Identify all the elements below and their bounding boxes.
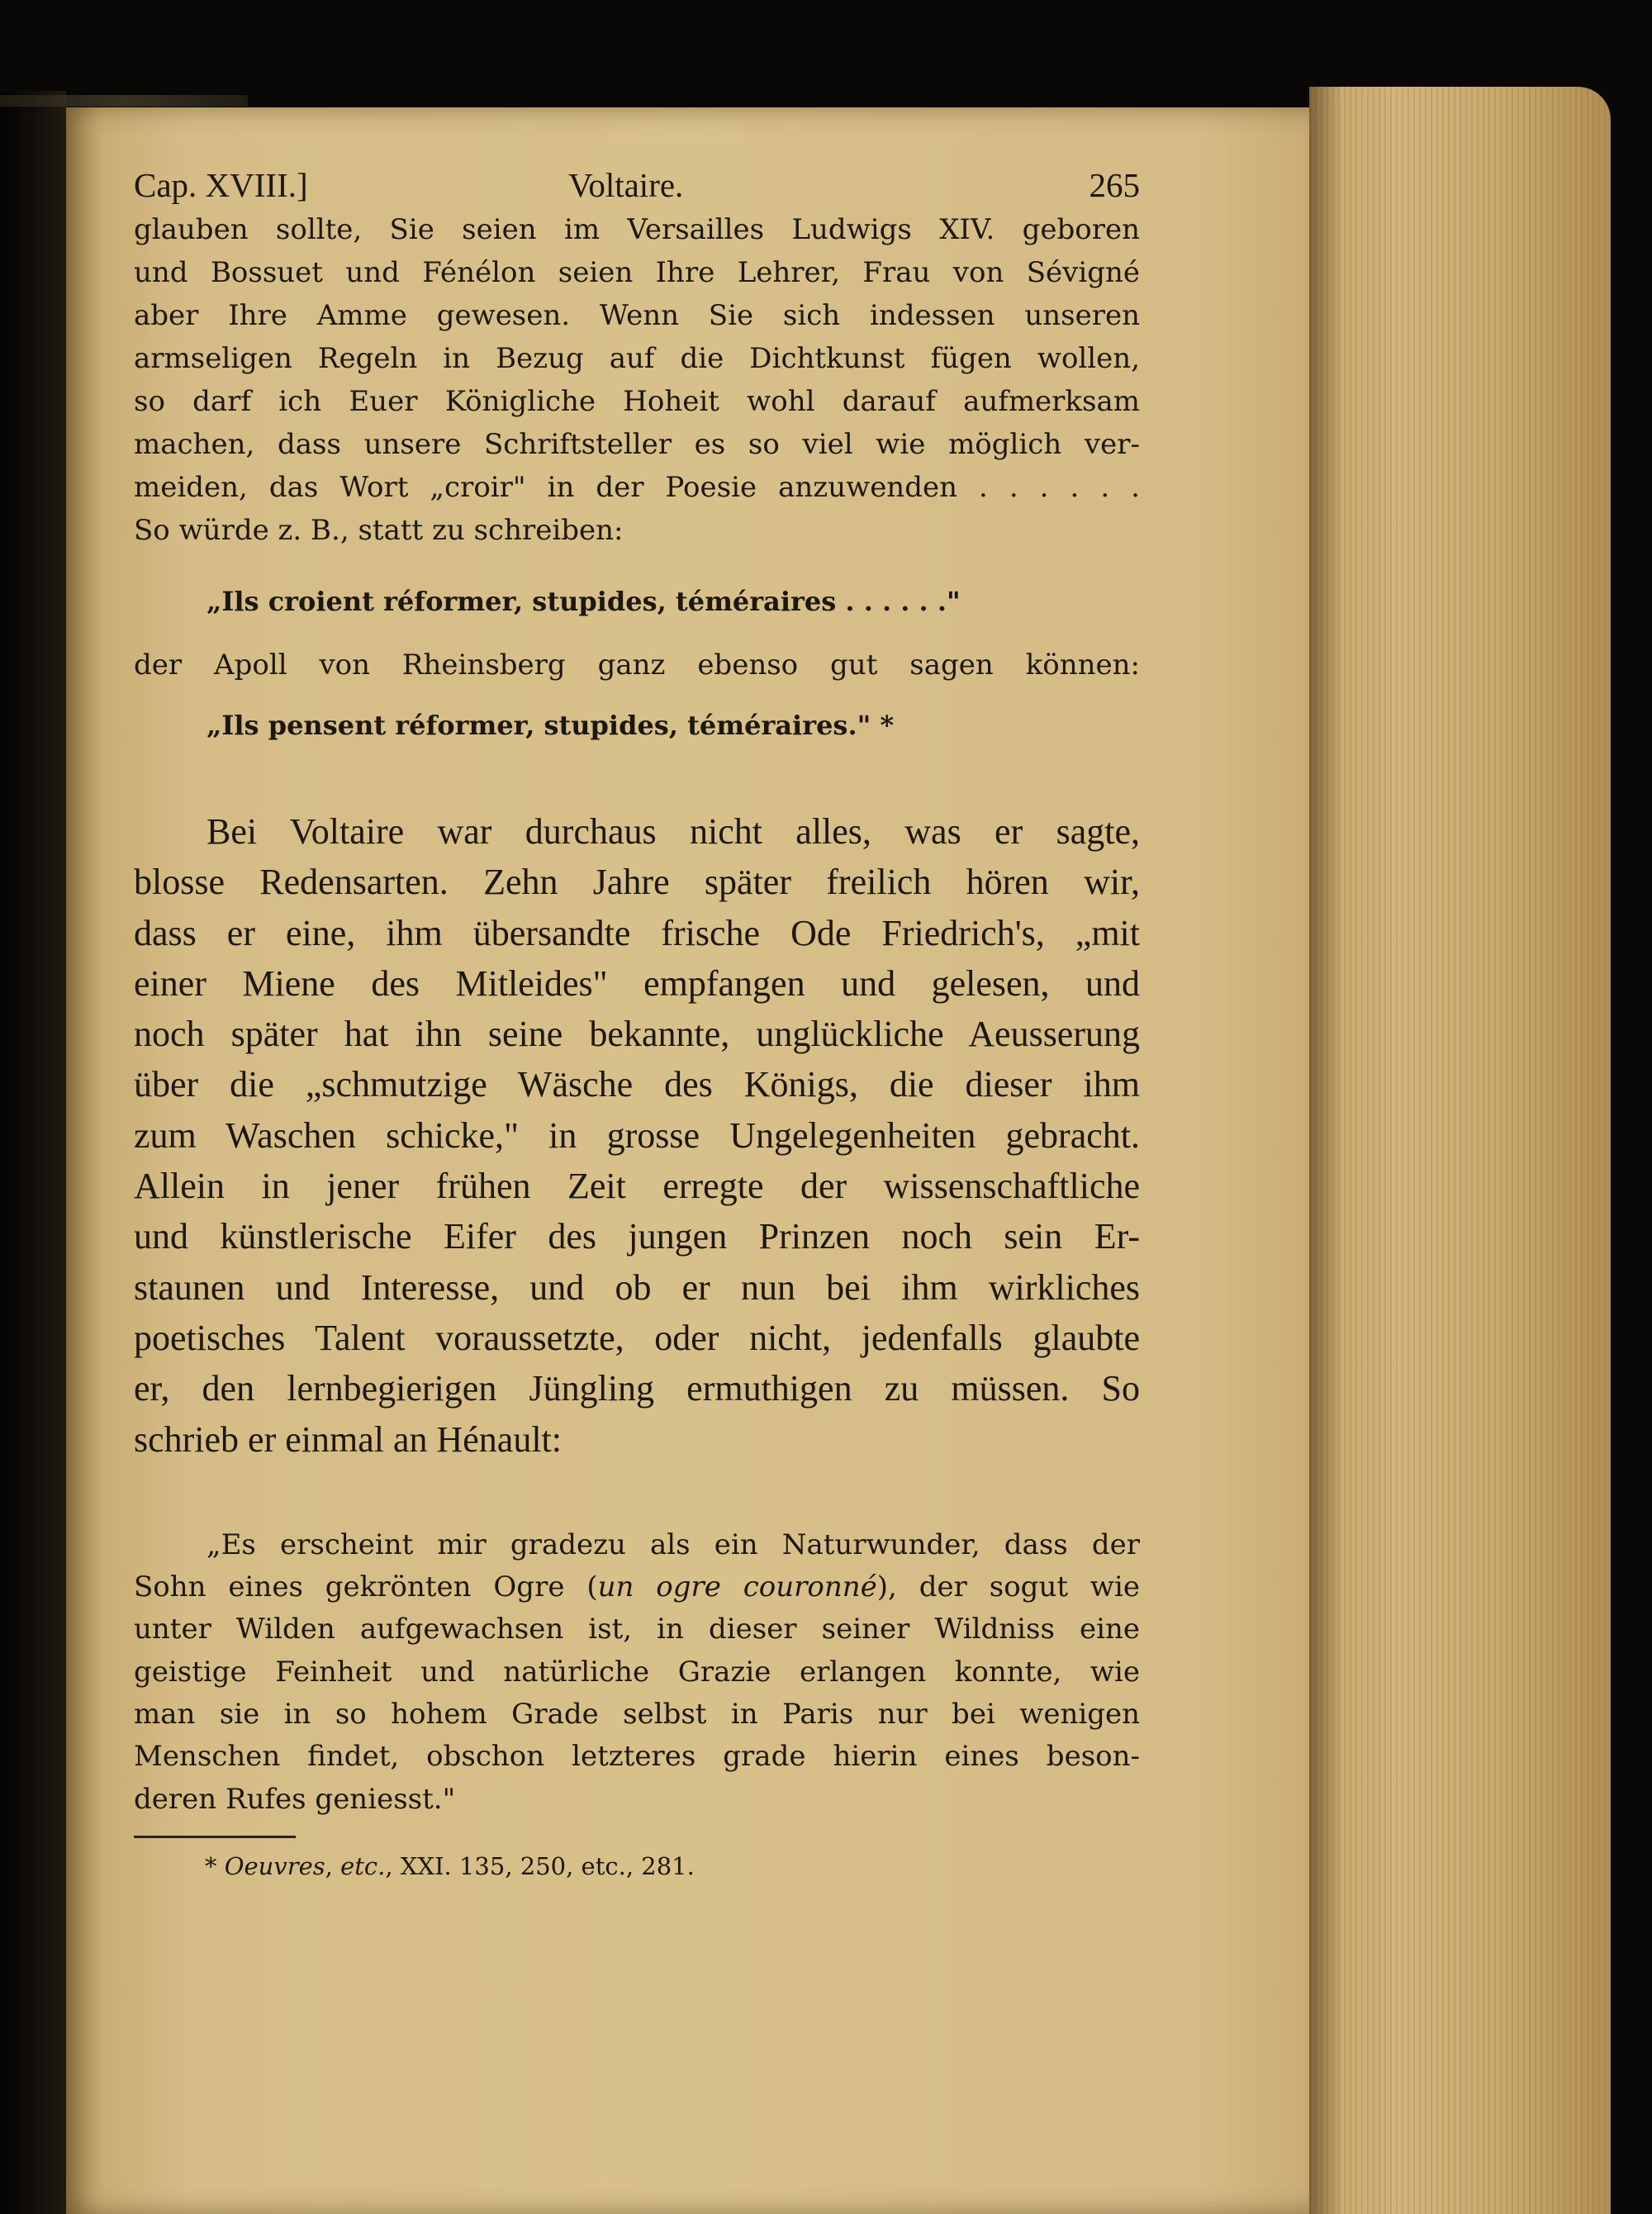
text-line: dass er eine, ihm übersandte frische Ode Friedrich's, „mit: [134, 912, 1140, 953]
footnote-marker: *: [205, 1851, 217, 1880]
text-segment: Sohn eines gekrönten Ogre (: [134, 1570, 598, 1604]
text-line: zum Waschen schicke," in grosse Ungelegenheiten gebracht.: [134, 1114, 1140, 1156]
text-line: glauben sollte, Sie seien im Versailles Ludwigs XIV. geboren: [134, 213, 1140, 246]
text-line: [134, 1566, 1140, 1608]
text-line: und Bossuet und Fénélon seien Ihre Lehrer, Frau von Sévigné: [134, 256, 1140, 289]
text-line: staunen und Interesse, und ob er nun bei ihm wirkliches: [134, 1266, 1140, 1308]
italic-phrase: un ogre couronné: [597, 1570, 877, 1604]
text-line: So würde z. B., statt zu schreiben:: [134, 514, 624, 547]
text-line: unter Wilden aufgewachsen ist, in dieser seiner Wildniss eine: [134, 1613, 1140, 1646]
text-line: machen, dass unsere Schriftsteller es so viel wie möglich ver-: [134, 428, 1140, 461]
text-line: blosse Redensarten. Zehn Jahre später freilich hören wir,: [134, 862, 1140, 903]
book-cover-left: [0, 91, 66, 2214]
text-line: meiden, das Wort „croir" in der Poesie anzuwenden . . . . . .: [134, 471, 1140, 504]
text-line: geistige Feinheit und natürliche Grazie erlangen konnte, wie: [134, 1655, 1140, 1689]
quote-pensent: „Ils pensent réformer, stupides, téméraires." *: [206, 710, 895, 741]
text-line: deren Rufes geniesst.": [134, 1782, 456, 1816]
text-line: und künstlerische Eifer des jungen Prinzen noch sein Er-: [134, 1216, 1140, 1257]
text-line: noch später hat ihn seine bekannte, unglückliche Aeusserung: [134, 1014, 1140, 1055]
background-right: [1611, 0, 1652, 2214]
running-head: [134, 165, 1140, 207]
text-line: Allein in jener frühen Zeit erregte der wissenschaftliche: [134, 1166, 1140, 1207]
cover-edge: [0, 95, 248, 107]
text-line: armseligen Regeln in Bezug auf die Dichtkunst fügen wollen,: [134, 342, 1140, 375]
chapter-label: Cap. XVIII.]: [134, 166, 308, 204]
text-line: aber Ihre Amme gewesen. Wenn Sie sich indessen unseren: [134, 299, 1140, 332]
paragraph-2: [134, 806, 1140, 1465]
text-line: Bei Voltaire war durchaus nicht alles, was er sagte,: [206, 811, 1140, 852]
footnote: * Oeuvres, etc., XXI. 135, 250, etc., 281.: [205, 1851, 695, 1880]
text-line: einer Miene des Mitleides" empfangen und gelesen, und: [134, 962, 1140, 1004]
henault-letter-quote: [134, 1524, 1140, 1821]
text-segment: ), der sogut wie: [876, 1570, 1140, 1604]
paragraph-1: [134, 208, 1140, 552]
running-title: Voltaire.: [568, 166, 684, 204]
footnote-rule: [134, 1836, 296, 1838]
text-line: er, den lernbegierigen Jüngling ermuthigen zu müssen. So: [134, 1368, 1140, 1409]
text-line: über die „schmutzige Wäsche des Königs, die dieser ihm: [134, 1064, 1140, 1105]
text-line: Menschen findet, obschon letzteres grade hierin eines beson-: [134, 1740, 1140, 1774]
text-line: so darf ich Euer Königliche Hoheit wohl darauf aufmerksam: [134, 385, 1140, 418]
text-line: man sie in so hohem Grade selbst in Paris nur bei wenigen: [134, 1698, 1140, 1732]
footnote-work: Oeuvres: [224, 1851, 325, 1880]
footnote-etc: etc.: [340, 1851, 386, 1880]
gutter-shadow: [1309, 87, 1342, 2214]
text-line: „Es erscheint mir gradezu als ein Naturwunder, dass der: [206, 1527, 1140, 1561]
apoll-line: [134, 646, 1140, 684]
quote-croient: „Ils croient réformer, stupides, téméraires . . . . . .": [206, 586, 961, 617]
text-line: der Apoll von Rheinsberg ganz ebenso gut sagen können:: [134, 649, 1140, 682]
page-edges: [1309, 87, 1611, 2214]
text-line: schrieb er einmal an Hénault:: [134, 1418, 563, 1460]
text-line: poetisches Talent voraussetzte, oder nicht, jedenfalls glaubte: [134, 1317, 1140, 1358]
page-number: 265: [1089, 166, 1140, 204]
page-text: [134, 165, 1140, 1883]
footnote-reference: XXI. 135, 250, etc., 281.: [400, 1851, 695, 1880]
